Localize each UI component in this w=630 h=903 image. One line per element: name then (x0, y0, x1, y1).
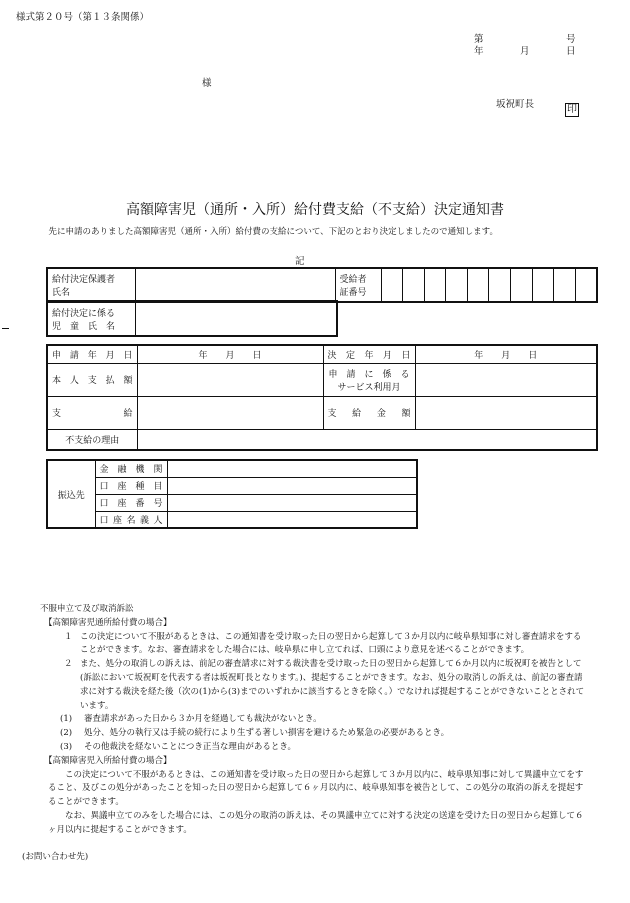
notes-item-2: (2) 処分、処分の執行又は手続の続行により生ずる著しい損害を避けるため緊急の必要があるとき。 (60, 728, 450, 739)
recipient-number-digit[interactable] (511, 268, 533, 302)
recipient-number-digit[interactable] (575, 268, 597, 302)
margin-mark (2, 328, 9, 329)
self-pay-field[interactable] (137, 363, 323, 396)
guardian-name-field[interactable] (135, 268, 335, 302)
ki-label: 記 (295, 256, 305, 267)
self-pay-label: 本人支払額 (47, 363, 137, 396)
payment-label: 支給 (47, 396, 137, 429)
account-holder-field[interactable] (167, 511, 417, 528)
form-number: 様式第２０号（第１３条関係） (16, 12, 150, 23)
date-month-label: 月 (520, 46, 530, 57)
notes-item-1: (1) 審査請求があった日から３か月を経過しても裁決がないとき。 (60, 714, 322, 725)
notes-paragraph-2: ２ また、処分の取消しの訴えは、前記の審査請求に対する裁決書を受け取った日の翌日から起算して６か月以内に坂祝町を被告として(訴訟において坂祝町を代表する者は坂祝町長となります。)、提起することができます。なお、処分の取消しの訴えは、前記の審査請求に対する裁決を経た後（次の(1)から(3)までのいずれかに該当するときを除く。）でなければ提起することができないこととされています。 (64, 659, 585, 711)
apply-date-label: 申請年月日 (47, 345, 137, 363)
seal-mark: 印 (567, 104, 577, 115)
document-number-suffix: 号 (566, 34, 576, 45)
recipient-number-label: 受給者 証番号 (335, 268, 381, 302)
bank-table (46, 459, 418, 529)
service-month-field[interactable] (415, 363, 597, 396)
child-name-table (46, 300, 338, 337)
recipient-number-digit[interactable] (489, 268, 511, 302)
recipient-number-digit[interactable] (554, 268, 576, 302)
payment-amount-field[interactable] (415, 396, 597, 429)
notes-paragraph-1: １ この決定について不服があるときは、この通知書を受け取った日の翌日から起算して３か月以内に岐阜県知事に対し審査請求をすることができます。なお、審査請求をした場合には、岐阜県に申し立てれば、口頭により意見を述べることができます。 (64, 631, 582, 656)
issuer-name: 坂祝町長 (496, 99, 535, 110)
account-type-label: 口座種目 (95, 477, 167, 494)
payment-amount-label: 支給金額 (323, 396, 415, 429)
date-year-label: 年 (474, 46, 484, 57)
non-payment-reason-field[interactable] (137, 429, 597, 450)
recipient-number-digit[interactable] (424, 268, 446, 302)
notes-item-3: (3) その他裁決を経ないことにつき正当な理由があるとき。 (60, 741, 296, 752)
apply-date-field[interactable]: 年 月 日 (137, 345, 323, 363)
recipient-number-digit[interactable] (467, 268, 489, 302)
account-holder-label: 口座名義人 (95, 511, 167, 528)
recipient-number-digit[interactable] (446, 268, 468, 302)
recipient-number-digit[interactable] (381, 268, 403, 302)
notes-heading: 不服申立て及び取消訴訟 (40, 604, 134, 614)
account-type-field[interactable] (167, 477, 417, 494)
notes-paragraph-3: この決定について不服があるときは、この通知書を受け取った日の翌日から起算して３か月以内に、岐阜県知事に対して異議申立てをすること、及びこの処分があったことを知った日の翌日から起算して６ヶ月以内に、岐阜県知事を被告として、この処分の取消の訴えを提起することができます。 (48, 769, 584, 808)
notes-subheading-outpatient: 【高額障害児通所給付費の場合】 (44, 617, 172, 628)
appeal-notes (40, 603, 586, 838)
non-payment-reason-label: 不支給の理由 (47, 429, 137, 450)
intro-text: 先に申請のありました高額障害児（通所・入所）給付費の支給について、下記のとおり決定しましたので通知します。 (48, 227, 498, 237)
recipient-table (46, 267, 598, 303)
bank-name-label: 金融機関 (95, 460, 167, 477)
bank-transfer-label: 振込先 (47, 460, 95, 528)
decide-date-field[interactable]: 年 月 日 (415, 345, 597, 363)
account-number-label: 口座番号 (95, 494, 167, 511)
document-number-prefix: 第 (474, 34, 484, 45)
guardian-name-label: 給付決定保護者 氏名 (47, 268, 135, 302)
addressee-honorific: 様 (202, 78, 212, 89)
bank-name-field[interactable] (167, 460, 417, 477)
payment-field[interactable] (137, 396, 323, 429)
service-month-label: 申 請 に 係 る サービス利用月 (323, 363, 415, 396)
account-number-field[interactable] (167, 494, 417, 511)
child-name-field[interactable] (135, 301, 337, 336)
notes-subheading-residential: 【高額障害児入所給付費の場合】 (44, 755, 172, 766)
child-name-label: 給付決定に係る 児 童 氏 名 (47, 301, 135, 336)
recipient-number-digit[interactable] (532, 268, 554, 302)
date-day-label: 日 (566, 46, 576, 57)
recipient-number-digit[interactable] (403, 268, 425, 302)
decide-date-label: 決定年月日 (323, 345, 415, 363)
page-title: 高額障害児（通所・入所）給付費支給（不支給）決定通知書 (126, 202, 504, 218)
contact-label: (お問い合わせ先) (22, 852, 89, 862)
decision-table (46, 344, 598, 451)
notes-paragraph-4: なお、異議申立てのみをした場合には、この処分の取消の訴えは、その異議申立てに対する決定の送達を受けた日の翌日から起算して６ヶ月以内に提起することができます。 (48, 810, 584, 835)
